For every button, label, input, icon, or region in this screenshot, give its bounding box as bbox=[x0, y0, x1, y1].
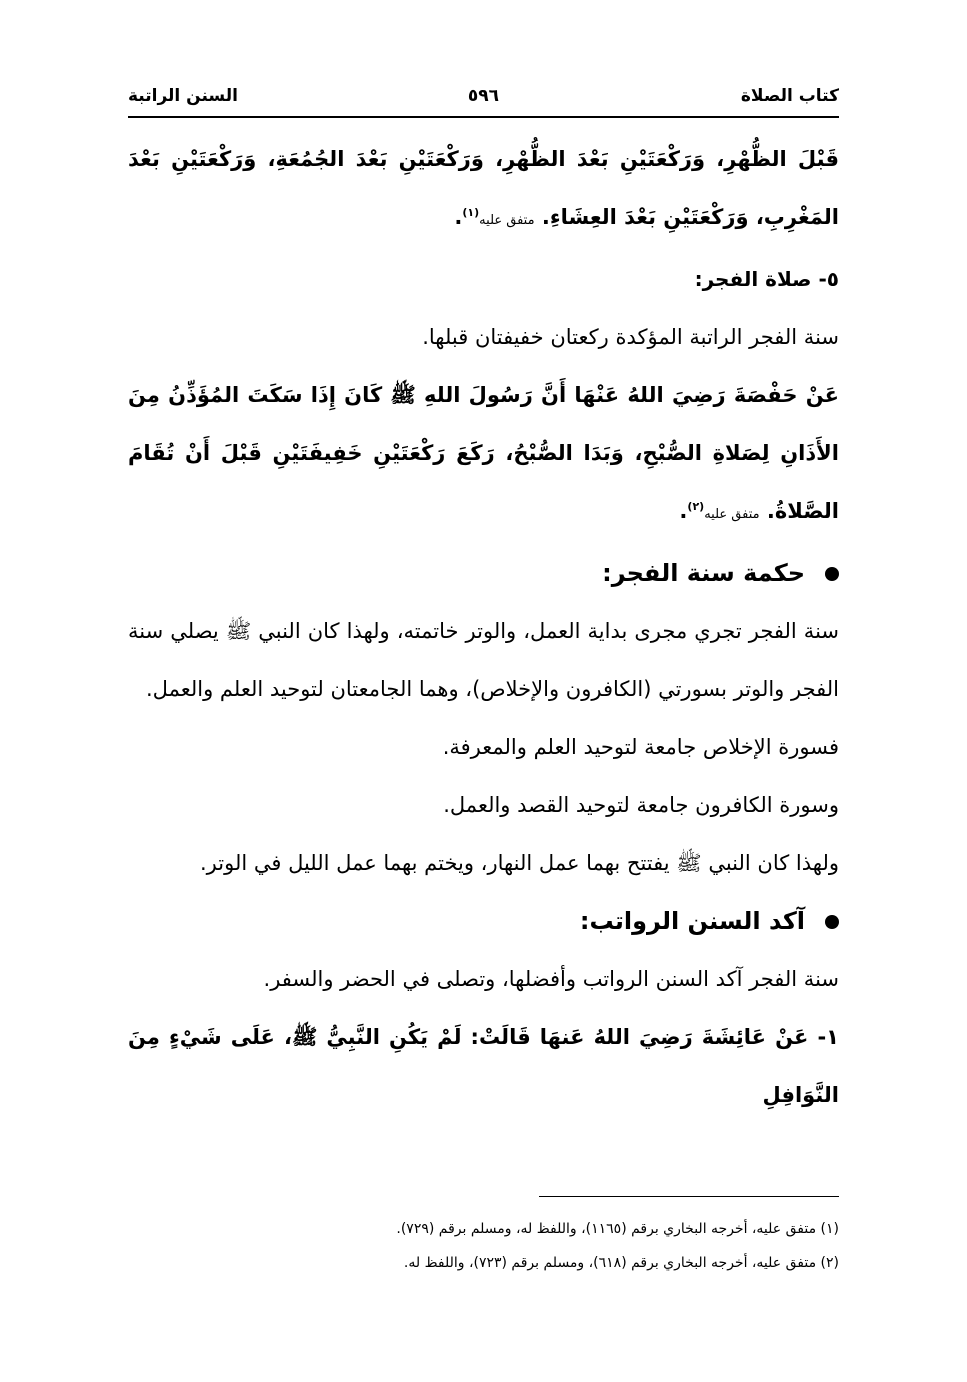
hadith-reference: متفق عليه bbox=[704, 507, 760, 522]
footnote-marker: (٢) bbox=[687, 500, 705, 513]
hadith-text: قَبْلَ الظُّهْرِ، وَرَكْعَتَيْنِ بَعْدَ الظُّهْرِ، وَرَكْعَتَيْنِ بَعْدَ الجُمُعَةِ، وَرَكْعَتَيْنِ بَعْدَ المَغْرِبِ، وَرَكْعَتَيْنِ بَعْدَ العِشَاءِ. bbox=[128, 147, 839, 229]
page-header bbox=[128, 80, 839, 118]
subheading-fajr-prayer: ٥- صلاة الفجر: bbox=[694, 267, 839, 291]
bullet-heading-text: آكد السنن الرواتب: bbox=[579, 907, 805, 935]
paragraph: سنة الفجر الراتبة المؤكدة ركعتان خفيفتان قبلها. bbox=[422, 325, 839, 349]
hadith-reference: متفق عليه bbox=[479, 213, 535, 228]
paragraph: وسورة الكافرون جامعة لتوحيد القصد والعمل. bbox=[443, 793, 839, 817]
paragraph: سنة الفجر آكد السنن الرواتب وأفضلها، وتصلى في الحضر والسفر. bbox=[263, 967, 839, 991]
chapter-title: السنن الراتبة bbox=[128, 86, 238, 106]
footnote-divider bbox=[539, 1196, 839, 1197]
footnotes bbox=[128, 1212, 839, 1280]
paragraph: سنة الفجر تجري مجرى بداية العمل، والوتر خاتمته، ولهذا كان النبي ﷺ يصلي سنة الفجر والوتر بسورتي (الكافرون والإخلاص)، وهما الجامعتان لتوحيد العلم والعمل. bbox=[128, 619, 839, 701]
footnote-2: (٢) متفق عليه، أخرجه البخاري برقم (٦١٨)، ومسلم برقم (٧٢٣)، واللفظ له. bbox=[403, 1255, 839, 1271]
bullet-heading-most-emphasized bbox=[128, 892, 839, 950]
page-number: ٥٩٦ bbox=[467, 86, 500, 106]
hadith-continuation bbox=[128, 130, 839, 250]
hadith-end: . bbox=[454, 205, 463, 229]
page-body bbox=[128, 130, 839, 1124]
bullet-icon bbox=[825, 567, 839, 581]
bullet-heading-text: حكمة سنة الفجر: bbox=[602, 559, 805, 587]
hadith-end: . bbox=[679, 499, 688, 523]
bullet-heading-wisdom bbox=[128, 544, 839, 602]
book-section-title: كتاب الصلاة bbox=[740, 86, 839, 106]
hadith-text: عَنْ حَفْصَةَ رَضِيَ اللهُ عَنْهَا أَنَّ رَسُولَ اللهِ ﷺ كَانَ إِذَا سَكَتَ المُؤَذِّنُ مِنَ الأَذَانِ لِصَلاةِ الصُّبْحِ، وَبَدَا الصُّبْحُ، رَكَعَ رَكْعَتَيْنِ خَفِيفَتَيْنِ قَبْلَ أَنْ تُقَامَ الصَّلاةُ. bbox=[128, 383, 839, 523]
hadith-hafsa bbox=[128, 366, 839, 544]
footnote-marker: (١) bbox=[462, 206, 480, 219]
hadith-aisha: ١- عَنْ عَائِشَةَ رَضِيَ اللهُ عَنهَا قَالَتْ: لَمْ يَكُنِ النَّبِيُّ ﷺ، عَلَى شَيْءٍ مِنَ النَّوَافِلِ bbox=[128, 1025, 839, 1107]
paragraph: فسورة الإخلاص جامعة لتوحيد العلم والمعرفة. bbox=[442, 735, 839, 759]
bullet-icon bbox=[825, 915, 839, 929]
paragraph: ولهذا كان النبي ﷺ يفتتح بهما عمل النهار، ويختم بهما عمل الليل في الوتر. bbox=[199, 851, 839, 875]
footnote-1: (١) متفق عليه، أخرجه البخاري برقم (١١٦٥)، واللفظ له، ومسلم برقم (٧٢٩). bbox=[396, 1221, 839, 1237]
